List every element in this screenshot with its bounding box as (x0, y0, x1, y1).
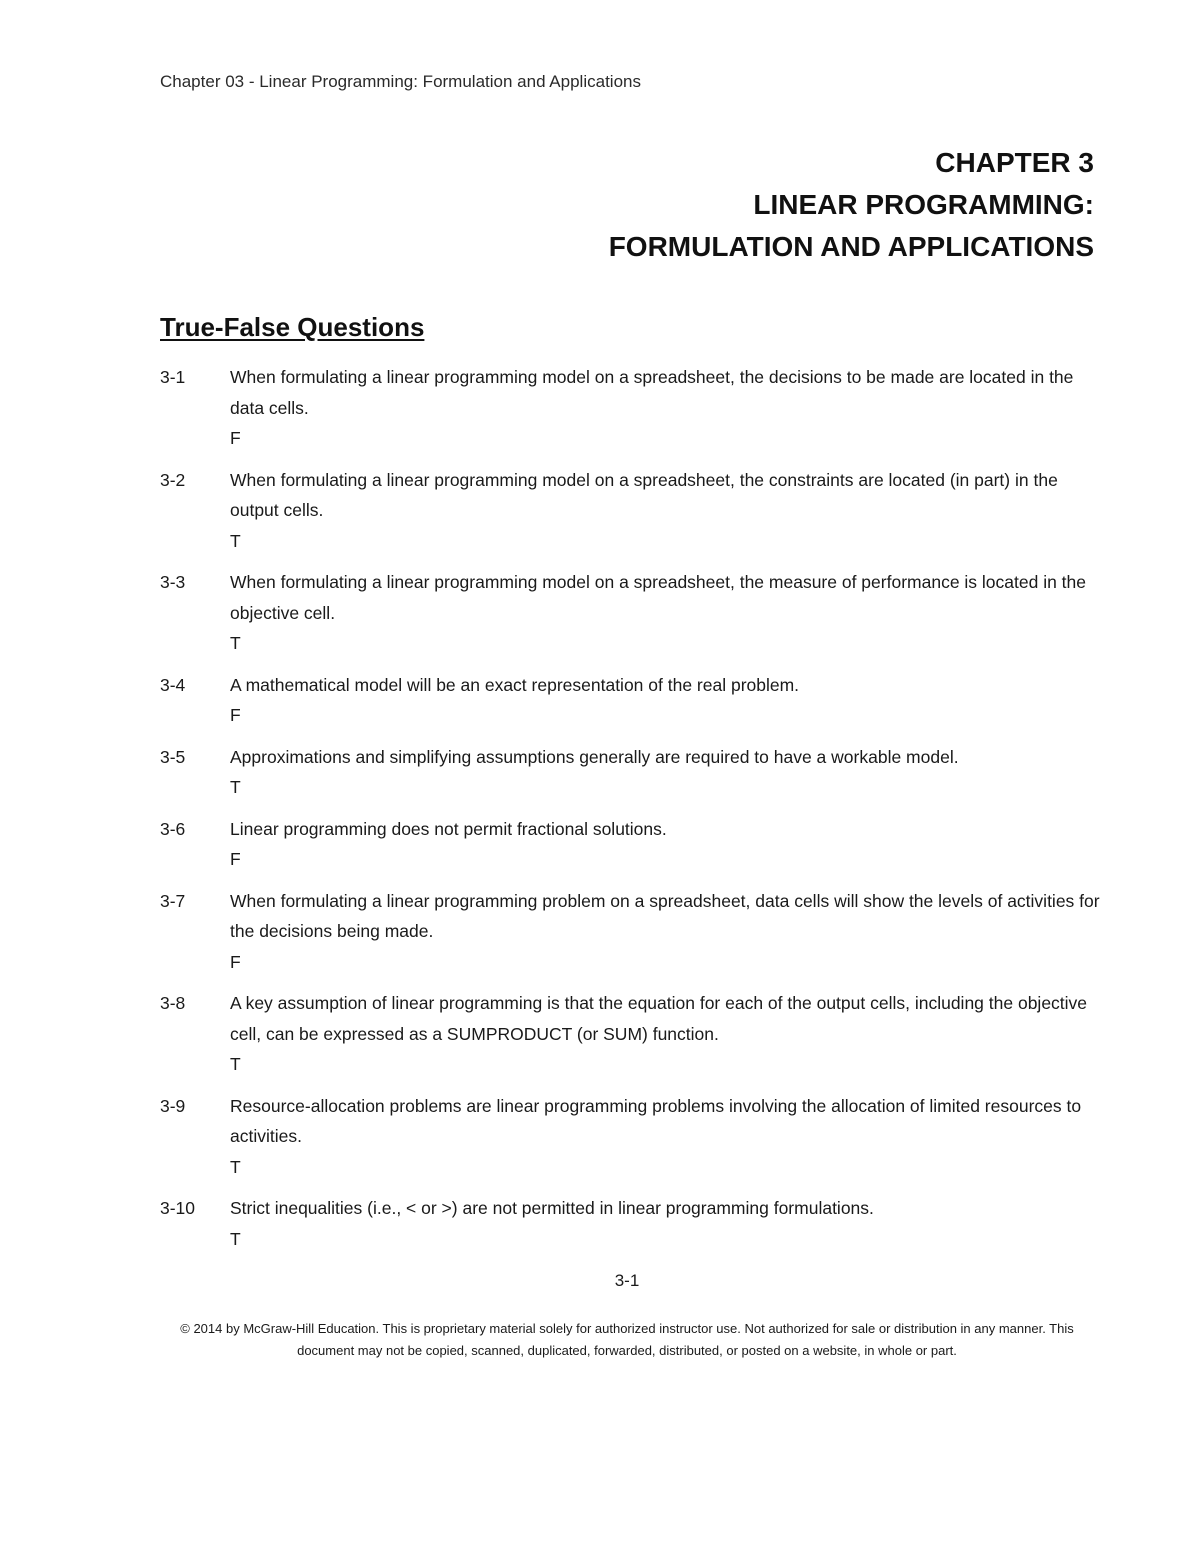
question-item (160, 814, 1100, 875)
question-text: When formulating a linear programming model on a spreadsheet, the constraints are located (in part) in the output cells. (230, 469, 1058, 520)
question-item (160, 1193, 1100, 1254)
question-answer: F (230, 951, 241, 972)
question-text: Linear programming does not permit fractional solutions. (230, 818, 667, 839)
copyright-notice: © 2014 by McGraw-Hill Education. This is proprietary material solely for authorized instructor use. Not authorized for sale or distribution in any manner. This document may not be copied, scanned, duplicated, forwarded, distributed, or posted on a website, in whole or part. (180, 1321, 1074, 1358)
question-item (160, 362, 1100, 454)
chapter-title-line-2: FORMULATION AND APPLICATIONS (608, 231, 1094, 262)
question-number: 3-4 (160, 674, 186, 695)
question-text: When formulating a linear programming problem on a spreadsheet, data cells will show the levels of activities for the decisions being made. (230, 890, 1100, 941)
question-number: 3-10 (160, 1198, 196, 1218)
running-header: Chapter 03 - Linear Programming: Formulation and Applications (160, 72, 641, 91)
question-number: 3-1 (160, 367, 186, 387)
question-number: 3-6 (160, 818, 186, 839)
question-number: 3-9 (160, 1095, 186, 1116)
question-answer: T (230, 777, 241, 797)
question-text: A mathematical model will be an exact representation of the real problem. (230, 674, 800, 695)
question-item (160, 742, 1100, 803)
question-answer: F (230, 428, 241, 448)
question-answer: T (230, 1228, 241, 1249)
question-number: 3-3 (160, 572, 186, 592)
question-answer: F (230, 705, 241, 725)
question-number: 3-2 (160, 469, 186, 490)
question-text: A key assumption of linear programming is that the equation for each of the output cells, including the objective cell, can be expressed as a SUMPRODUCT (or SUM) function. (230, 993, 1088, 1044)
question-item (160, 988, 1100, 1080)
question-answer: T (230, 1054, 241, 1074)
question-answer: T (230, 633, 241, 653)
question-text: When formulating a linear programming model on a spreadsheet, the decisions to be made are located in the data cells. (230, 367, 1074, 418)
question-item (160, 886, 1100, 978)
section-heading: True-False Questions (160, 312, 425, 342)
question-text: Strict inequalities (i.e., < or >) are not permitted in linear programming formulations. (230, 1198, 874, 1218)
question-item (160, 465, 1100, 557)
question-item (160, 1091, 1100, 1183)
question-list (160, 362, 1100, 1265)
chapter-number: CHAPTER 3 (935, 147, 1094, 178)
question-answer: T (230, 1156, 241, 1177)
question-item (160, 670, 1100, 731)
question-item (160, 567, 1100, 659)
chapter-title-line-1: LINEAR PROGRAMMING: (753, 189, 1094, 220)
question-number: 3-8 (160, 993, 186, 1013)
question-answer: F (230, 849, 241, 869)
question-text: When formulating a linear programming model on a spreadsheet, the measure of performance is located in the objective cell. (230, 572, 1087, 623)
chapter-title-block (609, 142, 1094, 268)
question-number: 3-5 (160, 746, 186, 767)
question-number: 3-7 (160, 890, 186, 911)
page-number: 3-1 (614, 1271, 640, 1290)
question-answer: T (230, 530, 241, 551)
question-text: Resource-allocation problems are linear programming problems involving the allocation of limited resources to activities. (230, 1095, 1082, 1146)
question-text: Approximations and simplifying assumptions generally are required to have a workable model. (230, 746, 959, 767)
